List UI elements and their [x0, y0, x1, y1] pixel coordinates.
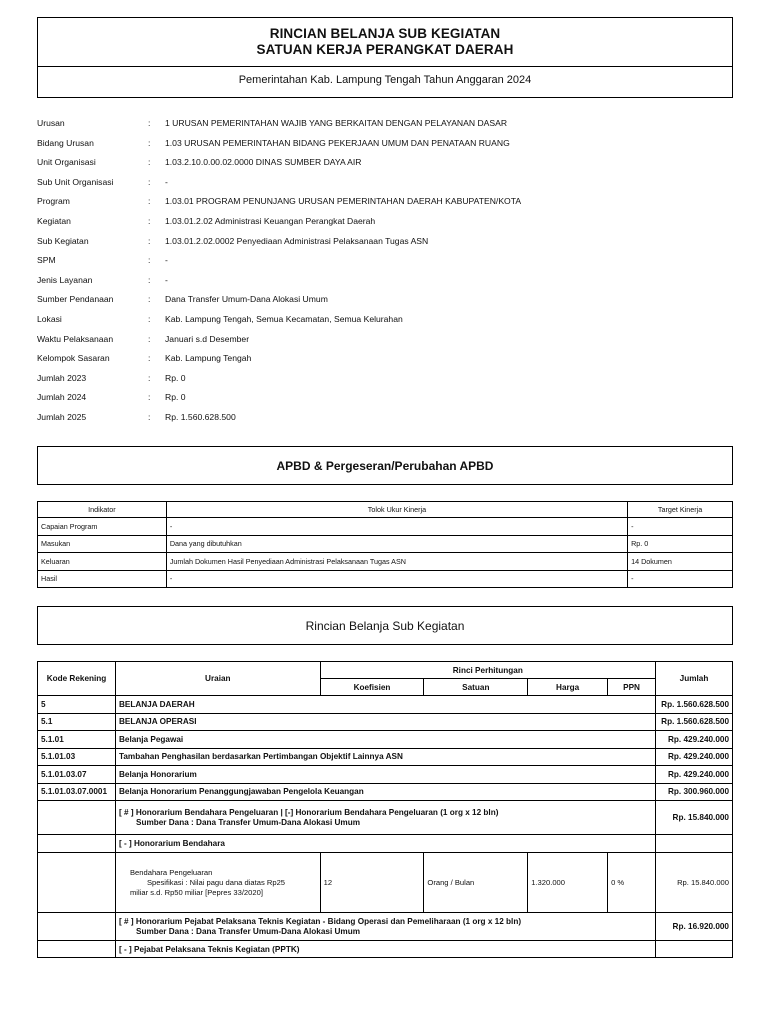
jumlah-cell: Rp. 429.240.000	[656, 748, 733, 766]
kode-rekening-cell: 5.1.01.03.07.0001	[38, 783, 116, 801]
table-row	[38, 766, 733, 784]
info-row	[37, 211, 733, 231]
info-label: Bidang Urusan	[37, 137, 94, 148]
info-value: 1.03.01 PROGRAM PENUNJANG URUSAN PEMERINTAHAN DAERAH KABUPATEN/KOTA	[165, 196, 522, 207]
jumlah-cell: Rp. 1.560.628.500	[656, 713, 733, 731]
info-value: Kab. Lampung Tengah, Semua Kecamatan, Semua Kelurahan	[165, 313, 403, 324]
info-label: Sub Kegiatan	[37, 235, 89, 246]
table-row	[38, 535, 733, 553]
detail-harga: 1.320.000	[528, 853, 608, 913]
jumlah-cell: Rp. 429.240.000	[656, 766, 733, 784]
ppn-header: PPN	[608, 679, 656, 696]
koefisien-header: Koefisien	[320, 679, 424, 696]
indicator-header-row	[38, 502, 733, 518]
info-row	[37, 289, 733, 309]
jumlah-cell: Rp. 300.960.000	[656, 783, 733, 801]
info-label: Jumlah 2024	[37, 392, 87, 403]
tolok-ukur-cell: -	[166, 518, 627, 536]
group-honorarium-pptk	[115, 913, 655, 941]
indicator-header: Indikator	[38, 502, 167, 518]
sub-group-label: [ - ] Honorarium Bendahara	[115, 835, 655, 853]
indicator-table	[37, 501, 733, 588]
group-honorarium-bendahara	[115, 801, 655, 835]
kode-rekening-cell: 5.1.01.03.07	[38, 766, 116, 784]
info-value: 1.03.2.10.0.00.02.0000 DINAS SUMBER DAYA AIR	[165, 157, 362, 168]
report-title-line2: SATUAN KERJA PERANGKAT DAERAH	[256, 42, 514, 57]
uraian-header: Uraian	[115, 662, 320, 696]
table-row	[38, 713, 733, 731]
info-label: Sumber Pendanaan	[37, 294, 114, 305]
detail-spec-line2: miliar s.d. Rp50 miliar [Pepres 33/2020]	[129, 887, 263, 897]
info-value: Rp. 0	[165, 392, 186, 403]
info-label: SPM	[37, 255, 56, 266]
header-divider	[38, 66, 732, 67]
rincian-header-row-1	[38, 662, 733, 679]
row-jumlah: Rp. 16.920.000	[656, 913, 733, 941]
group-line1: [ # ] Honorarium Pejabat Pelaksana Teknis Kegiatan - Bidang Operasi dan Pemeliharaan (1 org x 12 bln)	[118, 916, 522, 926]
tolok-ukur-cell: Jumlah Dokumen Hasil Penyediaan Administrasi Pelaksanaan Tugas ASN	[166, 553, 627, 571]
info-value: 1 URUSAN PEMERINTAHAN WAJIB YANG BERKAITAN DENGAN PELAYANAN DASAR	[165, 118, 508, 128]
info-row	[37, 191, 733, 211]
info-row	[37, 172, 733, 192]
info-colon: :	[148, 353, 151, 364]
kode-rekening-cell: 5	[38, 696, 116, 714]
info-colon: :	[148, 118, 151, 128]
kode-rekening-cell: 5.1.01.03	[38, 748, 116, 766]
uraian-cell: Belanja Pegawai	[115, 731, 655, 749]
info-value: 1.03.01.2.02.0002 Penyediaan Administrasi Pelaksanaan Tugas ASN	[165, 235, 429, 246]
info-colon: :	[148, 372, 151, 383]
info-colon: :	[148, 313, 151, 324]
info-row	[37, 231, 733, 251]
uraian-cell: Belanja Honorarium Penanggungjawaban Pengelola Keuangan	[115, 783, 655, 801]
info-colon: :	[148, 392, 151, 403]
group-sumber-dana: Sumber Dana : Dana Transfer Umum-Dana Alokasi Umum	[135, 817, 360, 827]
info-section	[37, 113, 733, 427]
detail-spec-line1: Spesifikasi : Nilai pagu dana diatas Rp25	[146, 877, 286, 887]
info-row	[37, 152, 733, 172]
info-label: Jumlah 2025	[37, 411, 87, 422]
info-row	[37, 133, 733, 153]
info-value: -	[165, 274, 168, 285]
report-title-line1: RINCIAN BELANJA SUB KEGIATAN	[269, 26, 501, 41]
indicator-cell: Masukan	[38, 535, 167, 553]
row-jumlah: Rp. 15.840.000	[656, 801, 733, 835]
report-subtitle: Pemerintahan Kab. Lampung Tengah Tahun Anggaran 2024	[238, 74, 532, 86]
table-row	[38, 570, 733, 588]
info-value: Dana Transfer Umum-Dana Alokasi Umum	[165, 294, 328, 305]
info-row	[37, 329, 733, 349]
table-row	[38, 941, 733, 958]
table-row	[38, 553, 733, 571]
jumlah-cell: Rp. 1.560.628.500	[656, 696, 733, 714]
detail-row	[38, 853, 733, 913]
harga-header: Harga	[528, 679, 608, 696]
info-colon: :	[148, 274, 151, 285]
info-value: 1.03 URUSAN PEMERINTAHAN BIDANG PEKERJAAN UMUM DAN PENATAAN RUANG	[165, 137, 510, 148]
info-row	[37, 348, 733, 368]
apbd-section-title: APBD & Pergeseran/Perubahan APBD	[37, 446, 733, 485]
target-kinerja-header: Target Kinerja	[628, 502, 733, 518]
rinci-perhitungan-header: Rinci Perhitungan	[320, 662, 655, 679]
table-row	[38, 835, 733, 853]
info-value: Rp. 1.560.628.500	[165, 411, 236, 422]
sub-group-label: [ - ] Pejabat Pelaksana Teknis Kegiatan (PPTK)	[115, 941, 655, 958]
group-sumber-dana: Sumber Dana : Dana Transfer Umum-Dana Alokasi Umum	[135, 926, 360, 936]
info-label: Kegiatan	[37, 215, 71, 226]
table-row	[38, 913, 733, 941]
info-colon: :	[148, 294, 151, 305]
info-value: 1.03.01.2.02 Administrasi Keuangan Perangkat Daerah	[165, 215, 376, 226]
info-label: Waktu Pelaksanaan	[37, 333, 114, 344]
info-value: -	[165, 255, 168, 266]
info-label: Program	[37, 196, 70, 207]
info-row	[37, 407, 733, 427]
rincian-section-title: Rincian Belanja Sub Kegiatan	[37, 606, 733, 645]
jumlah-header: Jumlah	[656, 662, 733, 696]
info-label: Jumlah 2023	[37, 372, 87, 383]
info-colon: :	[148, 176, 151, 187]
info-row	[37, 368, 733, 388]
table-row	[38, 518, 733, 536]
table-row	[38, 783, 733, 801]
kode-rekening-header: Kode Rekening	[38, 662, 116, 696]
detail-name: Bendahara Pengeluaran	[129, 867, 213, 877]
info-row	[37, 250, 733, 270]
info-colon: :	[148, 411, 151, 422]
info-value: -	[165, 176, 168, 187]
info-row	[37, 309, 733, 329]
info-label: Kelompok Sasaran	[37, 353, 110, 364]
kode-rekening-cell: 5.1	[38, 713, 116, 731]
info-value: Kab. Lampung Tengah	[165, 353, 252, 364]
satuan-header: Satuan	[424, 679, 528, 696]
indicator-cell: Capaian Program	[38, 518, 167, 536]
info-label: Lokasi	[37, 313, 62, 324]
info-value: Januari s.d Desember	[165, 333, 250, 344]
table-row	[38, 748, 733, 766]
indicator-cell: Keluaran	[38, 553, 167, 571]
info-colon: :	[148, 255, 151, 266]
table-row	[38, 801, 733, 835]
detail-koefisien: 12	[320, 853, 424, 913]
detail-description	[115, 853, 320, 913]
group-line1: [ # ] Honorarium Bendahara Pengeluaran | [-] Honorarium Bendahara Pengeluaran (1 org x 12 bln)	[118, 807, 499, 817]
detail-satuan: Orang / Bulan	[424, 853, 528, 913]
target-kinerja-cell: Rp. 0	[628, 535, 733, 553]
indicator-cell: Hasil	[38, 570, 167, 588]
uraian-cell: Belanja Honorarium	[115, 766, 655, 784]
jumlah-cell: Rp. 429.240.000	[656, 731, 733, 749]
tolok-ukur-header: Tolok Ukur Kinerja	[166, 502, 627, 518]
info-colon: :	[148, 137, 151, 148]
info-label: Unit Organisasi	[37, 157, 96, 168]
tolok-ukur-cell: -	[166, 570, 627, 588]
table-row	[38, 696, 733, 714]
detail-jumlah: Rp. 15.840.000	[656, 853, 733, 913]
uraian-cell: BELANJA DAERAH	[115, 696, 655, 714]
info-label: Sub Unit Organisasi	[37, 176, 114, 187]
info-colon: :	[148, 235, 151, 246]
target-kinerja-cell: -	[628, 518, 733, 536]
info-colon: :	[148, 333, 151, 344]
target-kinerja-cell: 14 Dokumen	[628, 553, 733, 571]
info-row	[37, 270, 733, 290]
info-colon: :	[148, 157, 151, 168]
kode-rekening-cell: 5.1.01	[38, 731, 116, 749]
detail-ppn: 0 %	[608, 853, 656, 913]
table-row	[38, 731, 733, 749]
info-value: Rp. 0	[165, 372, 186, 383]
rincian-table	[37, 661, 733, 958]
info-label: Jenis Layanan	[37, 274, 93, 285]
report-header	[37, 17, 733, 98]
info-row	[37, 113, 733, 133]
tolok-ukur-cell: Dana yang dibutuhkan	[166, 535, 627, 553]
info-row	[37, 387, 733, 407]
info-colon: :	[148, 215, 151, 226]
uraian-cell: BELANJA OPERASI	[115, 713, 655, 731]
uraian-cell: Tambahan Penghasilan berdasarkan Pertimbangan Objektif Lainnya ASN	[115, 748, 655, 766]
info-label: Urusan	[37, 118, 65, 128]
info-colon: :	[148, 196, 151, 207]
target-kinerja-cell: -	[628, 570, 733, 588]
